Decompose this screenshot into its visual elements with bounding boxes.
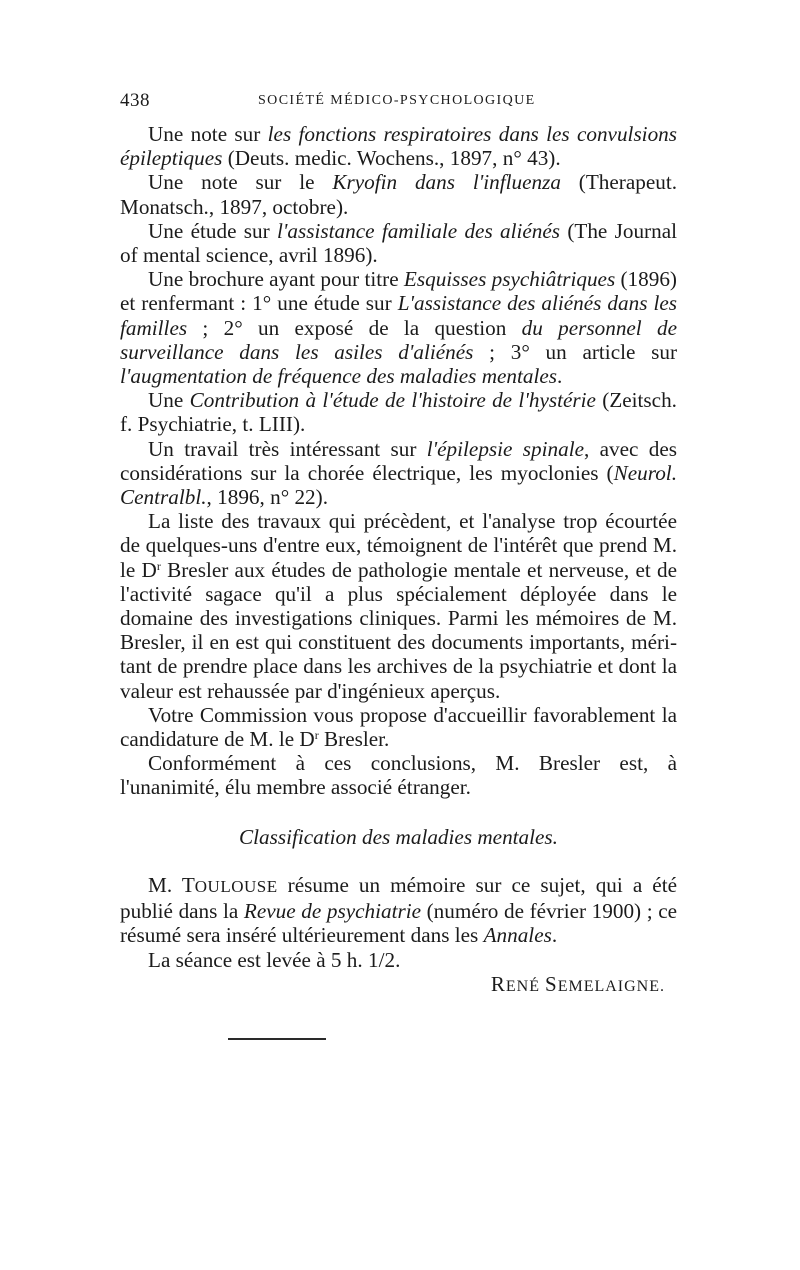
section-title: Classification des maladies mentales.	[239, 824, 558, 849]
paragraph	[120, 873, 677, 948]
text-run: M.	[148, 872, 182, 897]
text-run: (The Journal of mental science, avril 1896).	[120, 218, 677, 268]
text-run: ; 3° un article sur	[473, 339, 678, 364]
italic-text: Annales	[483, 923, 552, 948]
text-run: Votre Commission vous propose d'accueillir favorablement la candidature de M. le D	[120, 702, 677, 752]
text-run: (numéro de février 1900) ; ce résumé sera inséré ultérieurement dans les	[120, 899, 678, 948]
text-run: Une note sur	[148, 122, 268, 146]
page-number: 438	[120, 90, 150, 111]
text-run: Bresler aux études de pathologie mentale et nerveuse, et de l'activité sagace qu'il a plus spécialement déployée dans le domaine des investigations cliniques. Parmi les mémoires de M. Bresler, il en est qui constituent des documents importants, méritant de prendre place dans les archives de la psychiatrie et dont la valeur est rehaussée par d'ingénieux aperçus.	[120, 557, 677, 703]
text-run: .	[557, 364, 563, 389]
text-run: ; 2° un exposé de la question	[187, 315, 522, 340]
paragraph	[120, 170, 677, 218]
closing-rule	[228, 1038, 326, 1040]
paragraph	[120, 751, 677, 799]
text-run: Une	[148, 388, 190, 413]
italic-text: l'assistance familiale des aliénés	[277, 218, 561, 243]
text-run: Conformément à ces conclusions, M. Bresler est, à l'unanimité, élu membre associé étranger.	[120, 751, 677, 800]
body-text	[120, 122, 677, 999]
document-page	[120, 90, 677, 999]
superscript: r	[314, 728, 319, 743]
text-run: Une étude sur	[148, 218, 277, 243]
running-title: SOCIÉTÉ MÉDICO-PSYCHOLOGIQUE	[258, 93, 536, 108]
paragraph	[120, 267, 677, 388]
text-run: Une brochure ayant pour titre	[148, 267, 404, 292]
italic-text: les fonctions respiratoires dans les convulsions épileptiques	[120, 122, 678, 171]
text-run: La liste des travaux qui précèdent, et l'analyse trop écourtée de quelques-uns d'entre eux, témoignent de l'intérêt que prend M. le D	[120, 509, 677, 582]
running-head	[120, 90, 677, 118]
paragraph-group-toulouse	[120, 873, 677, 972]
superscript: r	[156, 558, 161, 573]
text-run: Une note sur le	[148, 170, 333, 195]
text-run: , 1896, n° 22).	[206, 485, 328, 510]
text-run: Un travail très intéressant sur	[148, 436, 427, 461]
text-run: .	[551, 923, 558, 948]
italic-text: Contribution à l'étude de l'histoire de l'hystérie	[189, 388, 596, 413]
paragraph	[120, 948, 677, 972]
paragraph	[120, 219, 677, 267]
text-run: , avec des considérations sur la chorée électrique, les myoclonies (	[120, 436, 677, 485]
paragraph	[120, 703, 677, 751]
italic-text: Esquisses psychiâtriques	[403, 267, 616, 292]
italic-text: l'épilepsie spinale	[426, 436, 584, 461]
paragraph-group-publications	[120, 122, 677, 800]
signature-name: RENÉ SEMELAIGNE.	[490, 971, 665, 996]
italic-text: L'assistance des aliénés dans les familles	[120, 291, 677, 340]
paragraph	[120, 388, 677, 436]
text-run: (Therapeut. Monatsch., 1897, octobre).	[120, 170, 677, 219]
signature	[120, 972, 677, 999]
text-run: résume un mémoire sur ce sujet, qui a été publié dans la	[120, 872, 677, 924]
italic-text: Revue de psychiatrie	[243, 899, 422, 924]
text-run: La séance est levée à 5 h. 1/2.	[148, 947, 401, 972]
text-run: (Zeitsch. f. Psychiatrie, t. LIII).	[120, 388, 677, 437]
text-run: (1896) et renfermant : 1° une étude sur	[120, 267, 677, 316]
paragraph	[120, 122, 677, 170]
small-caps-name: TOULOUSE	[181, 872, 278, 897]
text-run: Bresler.	[318, 727, 390, 752]
paragraph	[120, 437, 677, 510]
italic-text: Kryofin dans l'influenza	[332, 170, 561, 195]
italic-text: Neurol. Centralbl.	[120, 460, 677, 510]
text-run: (Deuts. medic. Wochens., 1897, n° 43).	[222, 146, 561, 171]
paragraph	[120, 509, 677, 703]
italic-text: l'augmentation de fréquence des maladies mentales	[120, 364, 558, 389]
italic-text: du personnel de surveillance dans les asiles d'aliénés	[120, 315, 678, 364]
